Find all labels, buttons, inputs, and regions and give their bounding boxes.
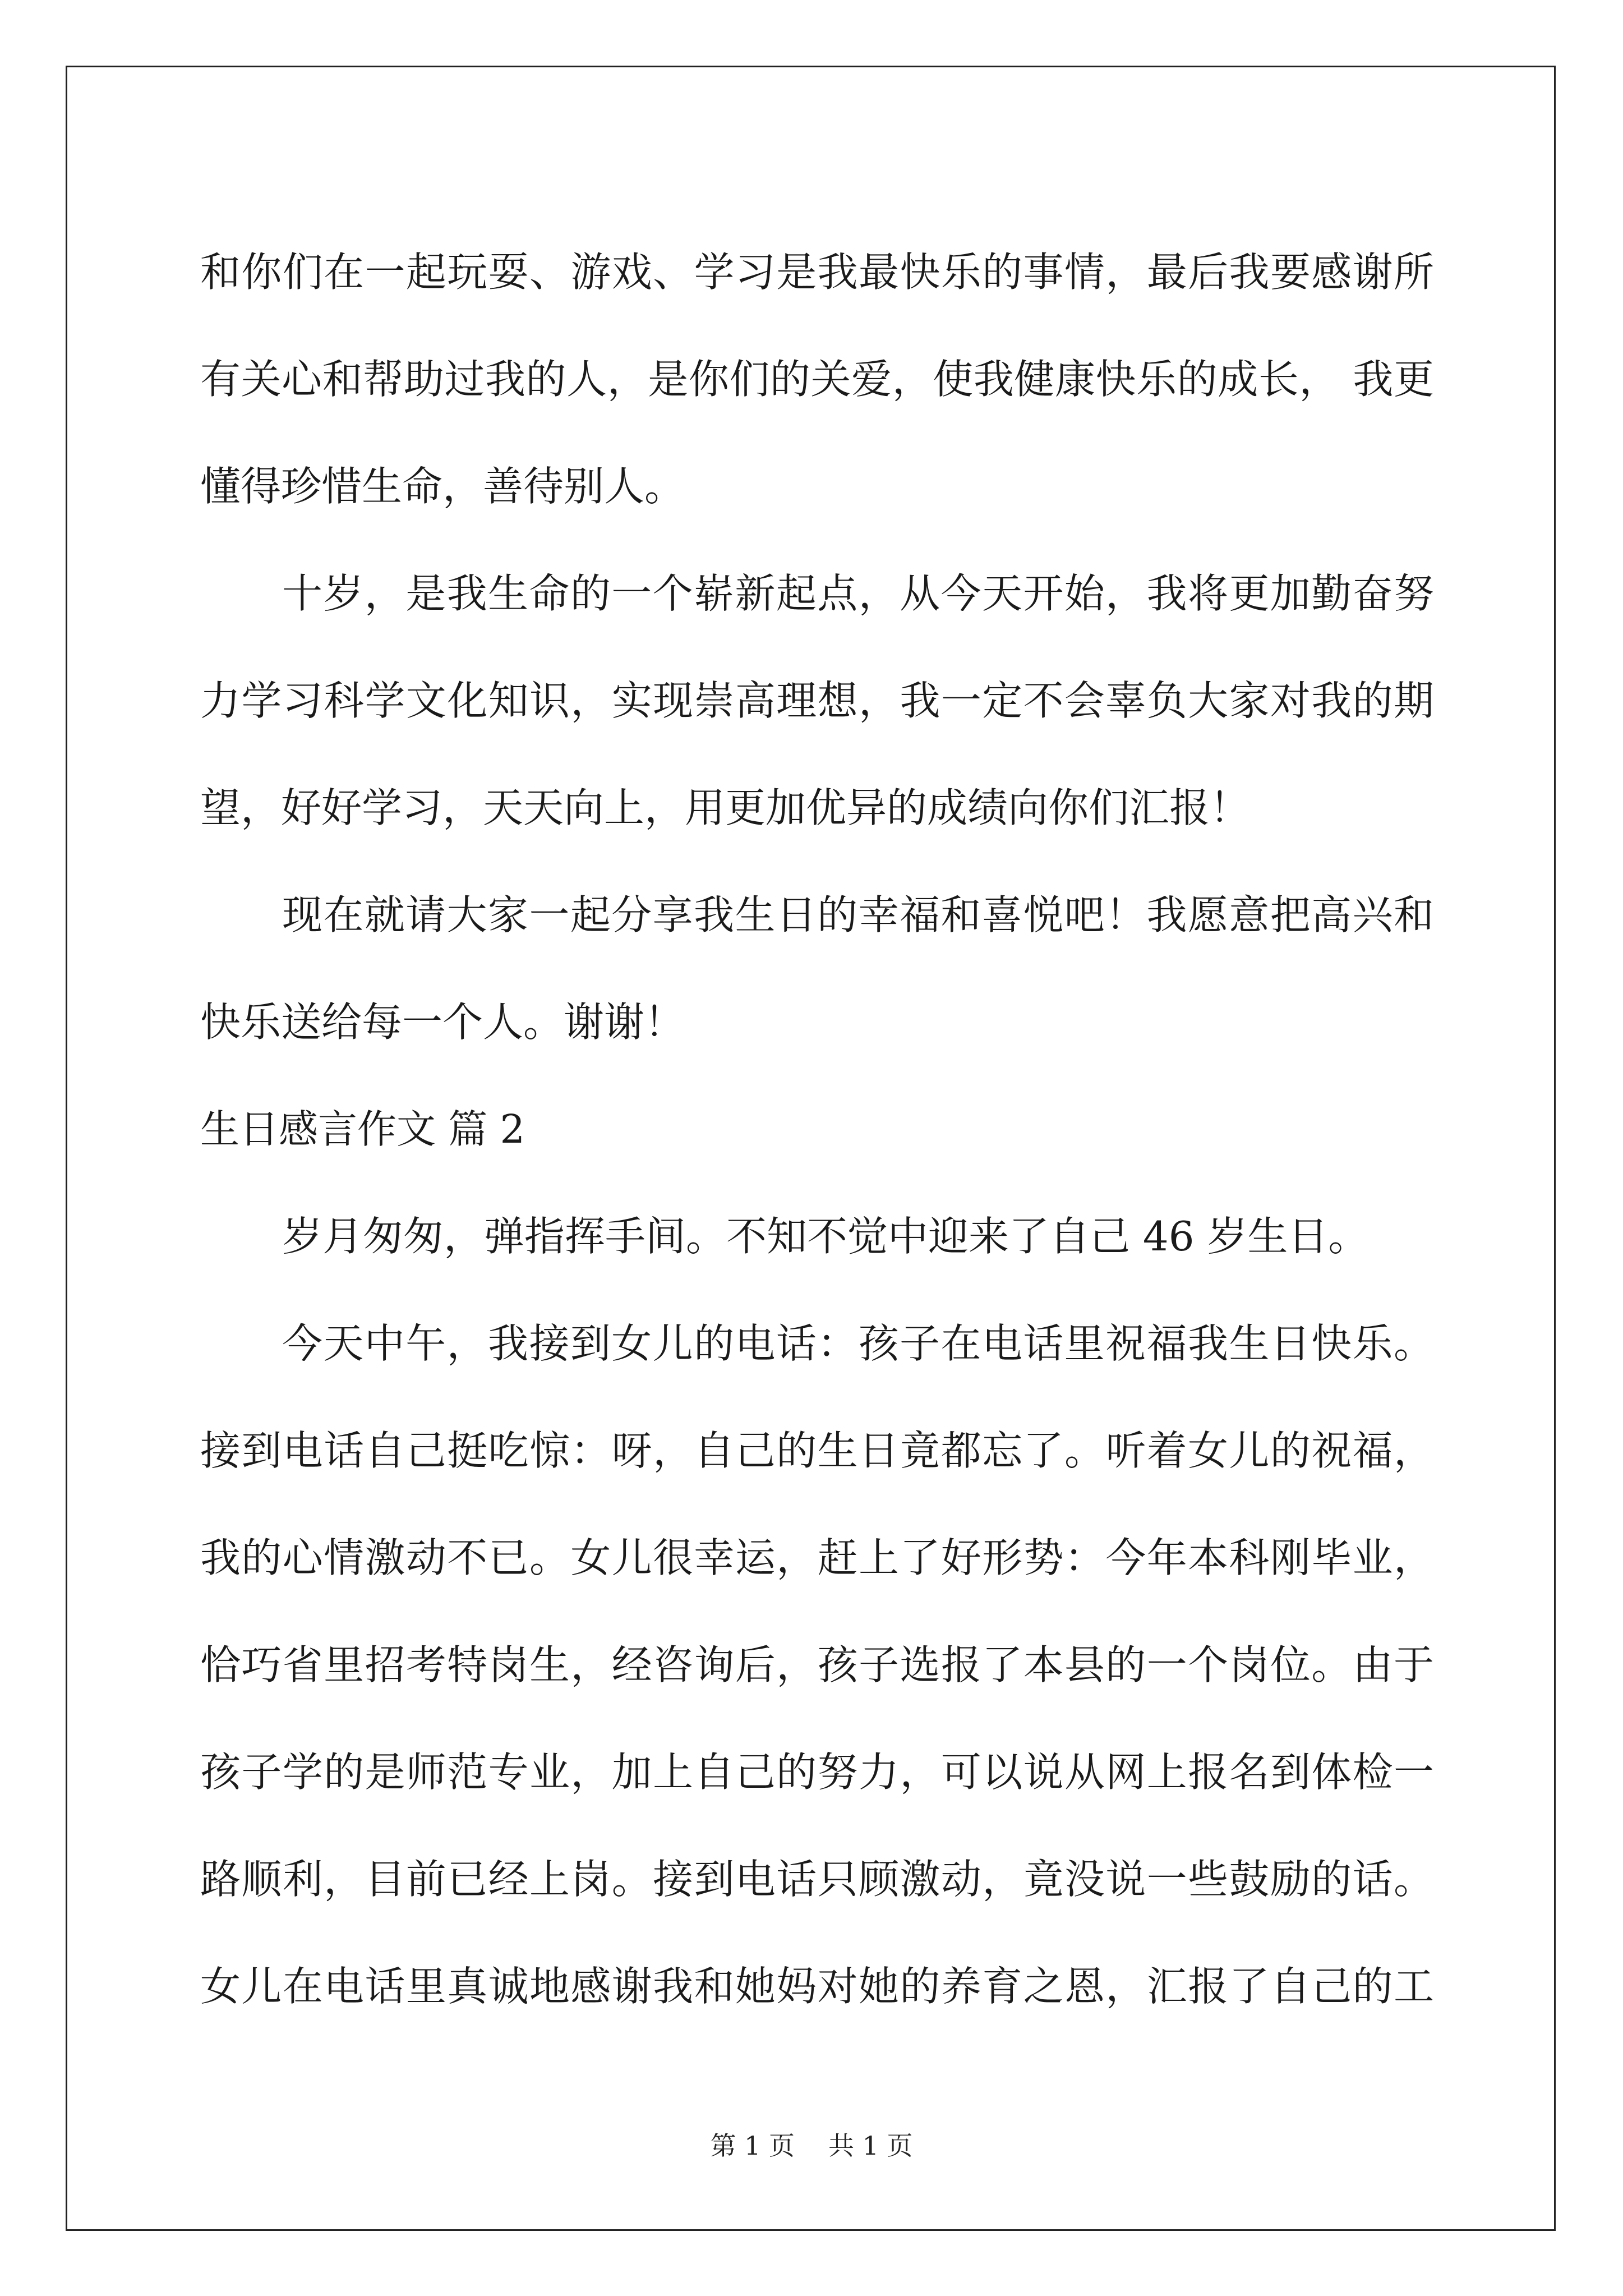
text-line: 和你们在一起玩耍、游戏、学习是我最快乐的事情，最后我要感谢所 [200, 249, 1434, 296]
section-heading: 生日感言作文 篇 2 [200, 1106, 525, 1152]
text-line: 有关心和帮助过我的人，是你们的关爱，使我健康快乐的成长， 我更 [200, 356, 1434, 403]
text-line: 快乐送给每一个人。谢谢！ [200, 999, 685, 1046]
text-line: 路顺利，目前已经上岗。接到电话只顾激动，竟没说一些鼓励的话。 [200, 1856, 1434, 1903]
text-line: 接到电话自己挺吃惊：呀，自己的生日竟都忘了。听着女儿的祝福， [200, 1427, 1434, 1474]
paragraph-first-line: 今天中午，我接到女儿的电话：孩子在电话里祝福我生日快乐。 [282, 1320, 1434, 1367]
text-line: 恰巧省里招考特岗生，经咨询后，孩子选报了本县的一个岗位。由于 [200, 1641, 1434, 1688]
page-number: 第 1 页 [710, 2131, 795, 2161]
text-line: 女儿在电话里真诚地感谢我和她妈对她的养育之恩，汇报了自己的工 [200, 1963, 1434, 2010]
page-total: 共 1 页 [828, 2131, 913, 2161]
document-body [200, 219, 1434, 2040]
text-line: 我的心情激动不已。女儿很幸运，赶上了好形势：今年本科刚毕业， [200, 1534, 1434, 1581]
paragraph-first-line: 现在就请大家一起分享我生日的幸福和喜悦吧！我愿意把高兴和 [282, 891, 1434, 938]
paragraph-first-line: 十岁，是我生命的一个崭新起点，从今天开始，我将更加勤奋努 [282, 570, 1434, 617]
text-line: 望，好好学习，天天向上，用更加优异的成绩向你们汇报！ [200, 784, 1251, 831]
page-footer [0, 2129, 1623, 2162]
text-line: 孩子学的是师范专业，加上自己的努力，可以说从网上报名到体检一 [200, 1749, 1434, 1796]
text-line: 懂得珍惜生命，善待别人。 [200, 463, 685, 510]
text-line: 力学习科学文化知识，实现崇高理想，我一定不会辜负大家对我的期 [200, 677, 1434, 724]
paragraph-first-line: 岁月匆匆，弹指挥手间。不知不觉中迎来了自己 46 岁生日。 [282, 1213, 1369, 1260]
